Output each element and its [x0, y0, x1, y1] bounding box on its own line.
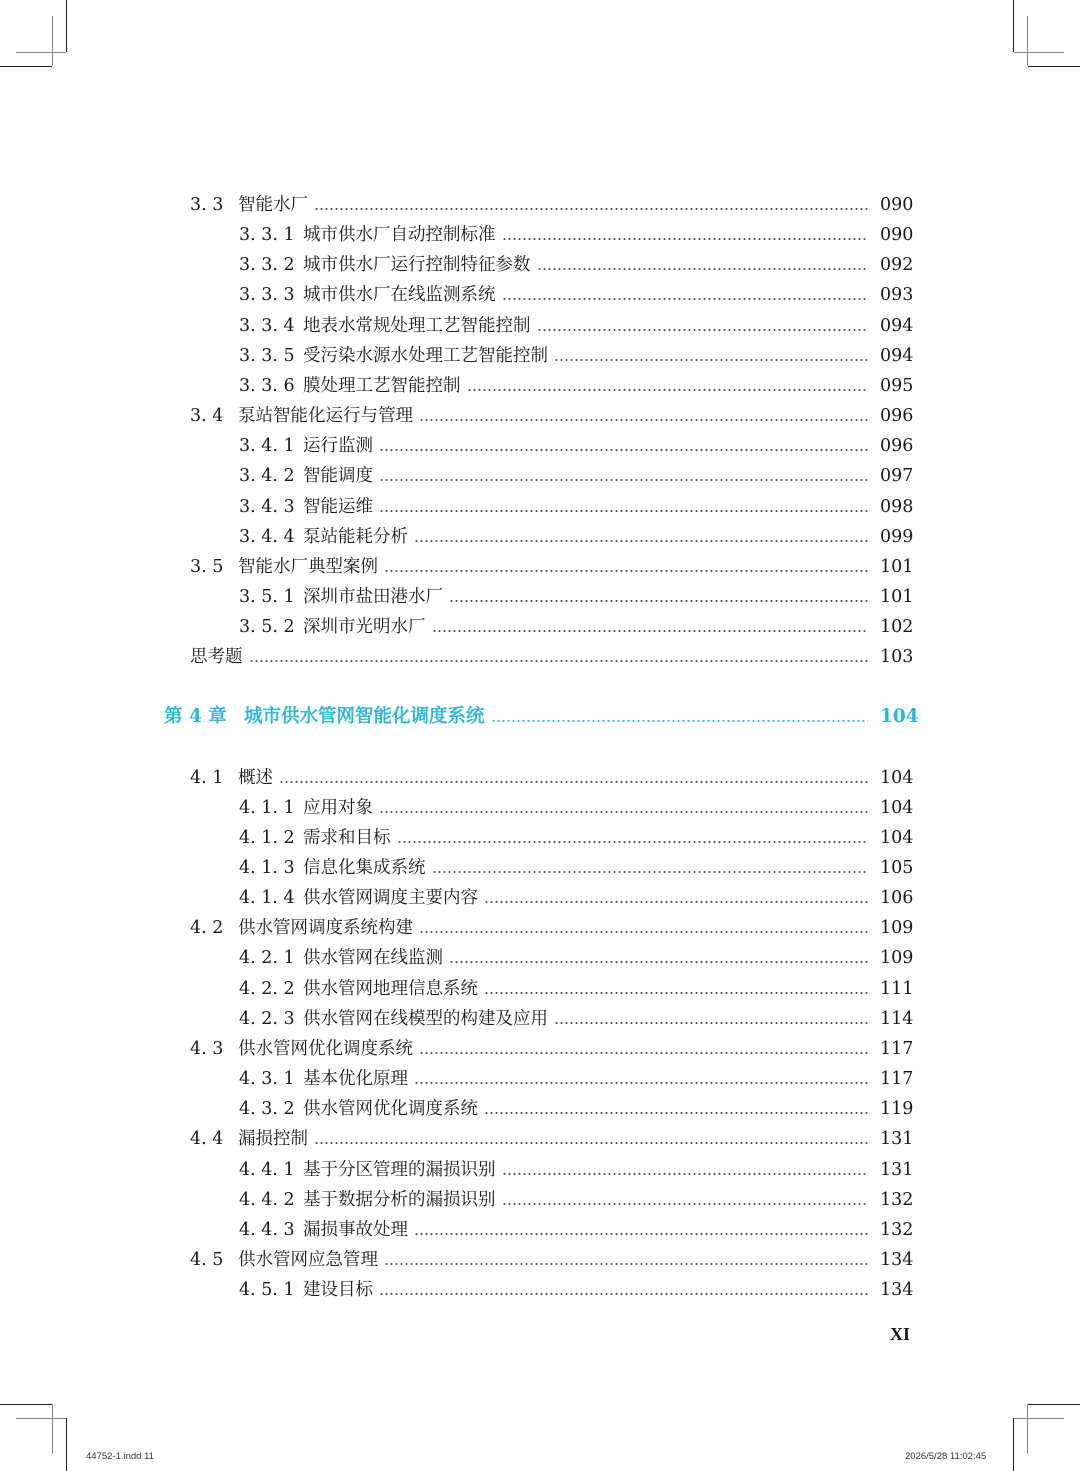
- dot-leader: [484, 1094, 868, 1124]
- toc-entry-page: 117: [880, 1069, 914, 1090]
- dot-leader: [432, 853, 869, 883]
- toc-entry-title: 供水管网调度系统构建: [238, 918, 413, 939]
- dot-leader: [379, 461, 868, 491]
- dot-leader: [502, 280, 869, 310]
- toc-entry[interactable]: [190, 1245, 914, 1275]
- toc-entry-page: 094: [880, 315, 914, 336]
- toc-entry[interactable]: [239, 431, 914, 461]
- dot-leader: [397, 823, 869, 853]
- dot-leader: [484, 883, 868, 913]
- crop-mark-bottom-right-h: [1028, 1404, 1080, 1405]
- toc-entry-page: 104: [880, 767, 914, 788]
- toc-entry-page: 104: [880, 827, 914, 848]
- toc-entry-title: 智能水厂典型案例: [238, 556, 378, 577]
- crop-mark-bottom-left-v2: [52, 1404, 53, 1454]
- crop-mark-top-right-v: [1013, 0, 1014, 52]
- toc-entry-number: 3. 5. 2: [239, 617, 295, 638]
- toc-entry-number: 3. 4. 1: [239, 436, 295, 457]
- dot-leader: [414, 1064, 868, 1094]
- toc-entry-title: 基于分区管理的漏损识别: [303, 1159, 496, 1180]
- crop-mark-bottom-left-v: [66, 1418, 67, 1471]
- toc-entry[interactable]: [239, 311, 914, 341]
- toc-entry-page: 131: [880, 1159, 914, 1180]
- toc-entry-title: 供水管网在线模型的构建及应用: [303, 1008, 548, 1029]
- crop-mark-top-left-h: [0, 66, 52, 67]
- toc-entry-page: 093: [880, 285, 914, 306]
- toc-entry[interactable]: [239, 371, 914, 401]
- toc-entry[interactable]: [239, 793, 914, 823]
- dot-leader: [279, 763, 868, 793]
- toc-entry[interactable]: [190, 642, 914, 672]
- crop-mark-top-right-h: [1028, 66, 1080, 67]
- toc-entry-number: 4. 4. 2: [239, 1189, 295, 1210]
- toc-entry[interactable]: [239, 522, 914, 552]
- toc-entry-page: 119: [880, 1099, 914, 1120]
- toc-entry-title: 概述: [238, 767, 273, 788]
- toc-entry-title: 运行监测: [303, 436, 373, 457]
- toc-entry-page: 106: [880, 888, 914, 909]
- toc-entry-number: 3. 3: [190, 195, 224, 215]
- dot-leader: [502, 1185, 869, 1215]
- toc-entry-number: 3. 3. 2: [239, 255, 295, 276]
- crop-mark-top-right-h2: [1014, 52, 1064, 53]
- toc-entry-number: 3. 4. 4: [239, 526, 295, 547]
- toc-entry-number: 4. 1. 3: [239, 858, 295, 878]
- crop-mark-bottom-left-h: [0, 1404, 52, 1405]
- toc-entry-title: 建设目标: [303, 1280, 373, 1301]
- toc-entry-number: 4. 4. 1: [239, 1159, 295, 1180]
- toc-entry-title: 思考题: [190, 647, 243, 668]
- toc-entry-title: 供水管网优化调度系统: [303, 1099, 478, 1120]
- toc-entry-number: 4. 1. 4: [239, 888, 295, 909]
- toc-entry-number: 4. 5: [190, 1249, 224, 1270]
- toc-entry-page: 101: [880, 556, 914, 577]
- dot-leader: [432, 612, 869, 642]
- toc-entry[interactable]: [239, 1004, 914, 1034]
- toc-entry-number: 4. 2. 3: [239, 1008, 295, 1029]
- toc-entry-page: 097: [880, 466, 914, 487]
- toc-entry-title: 智能运维: [303, 496, 373, 517]
- toc-entry-number: 4. 3. 2: [239, 1099, 295, 1120]
- toc-entry-number: 4. 5. 1: [239, 1280, 295, 1301]
- toc-entry-number: 3. 4. 2: [239, 466, 295, 487]
- slug-timestamp: 2026/5/28 11:02:45: [905, 1451, 987, 1462]
- toc-entry[interactable]: [190, 401, 914, 431]
- dot-leader: [414, 1215, 868, 1245]
- toc-entry-title: 泵站智能化运行与管理: [238, 406, 413, 427]
- page-folio: XI: [889, 1324, 910, 1344]
- toc-entry[interactable]: [190, 1034, 914, 1064]
- toc-entry[interactable]: [239, 582, 914, 612]
- toc-entry[interactable]: [239, 883, 914, 913]
- toc-entry-title: 需求和目标: [303, 827, 391, 848]
- toc-entry-page: 096: [880, 406, 914, 427]
- toc-entry[interactable]: [190, 763, 914, 793]
- dot-leader: [554, 341, 868, 371]
- toc-entry-number: 3. 3. 6: [239, 375, 295, 396]
- crop-mark-top-right-v2: [1027, 16, 1028, 66]
- dot-leader: [502, 220, 869, 250]
- dot-leader: [384, 552, 868, 582]
- dot-leader: [502, 1155, 869, 1185]
- dot-leader: [314, 190, 868, 220]
- toc-entry-number: 3. 5. 1: [239, 586, 295, 607]
- toc-entry-page: 102: [880, 617, 914, 638]
- toc-entry[interactable]: [239, 250, 914, 280]
- toc-entry-number: 3. 4. 3: [239, 496, 295, 517]
- toc-entry-page: 109: [880, 918, 914, 939]
- toc-entry-page: 099: [880, 526, 914, 547]
- toc-entry-title: 城市供水厂自动控制标准: [303, 225, 496, 246]
- toc-entry-page: 090: [880, 225, 914, 246]
- dot-leader: [314, 1124, 868, 1154]
- toc-entry-number: 4. 2. 1: [239, 948, 295, 969]
- toc-entry-title: 智能调度: [303, 466, 373, 487]
- toc-entry-page: 111: [880, 978, 914, 999]
- toc-entry-number: 4. 1. 2: [239, 827, 295, 848]
- dot-leader: [484, 974, 868, 1004]
- crop-mark-bottom-right-v: [1013, 1418, 1014, 1471]
- toc-entry-title: 膜处理工艺智能控制: [303, 375, 461, 396]
- toc-entry[interactable]: [239, 1215, 914, 1245]
- dot-leader: [467, 371, 869, 401]
- toc-entry[interactable]: [239, 461, 914, 491]
- toc-entry-page: 101: [880, 586, 914, 607]
- toc-entry-page: 131: [880, 1129, 914, 1150]
- toc-entry-title: 供水管网地理信息系统: [303, 978, 478, 999]
- toc-entry-title: 基于数据分析的漏损识别: [303, 1189, 496, 1210]
- toc-entry-page: 134: [880, 1280, 914, 1301]
- dot-leader: [537, 250, 869, 280]
- toc-entry[interactable]: [239, 1064, 914, 1094]
- toc-entry-title: 地表水常规处理工艺智能控制: [303, 315, 531, 336]
- crop-mark-top-left-v2: [52, 16, 53, 66]
- toc-entry[interactable]: [239, 1155, 914, 1185]
- toc-entry-title: 供水管网在线监测: [303, 948, 443, 969]
- dot-leader: [379, 492, 868, 522]
- toc-entry[interactable]: [239, 943, 914, 973]
- toc-entry-title: 城市供水管网智能化调度系统: [244, 706, 485, 728]
- dot-leader: [419, 1034, 868, 1064]
- toc-entry-number: 3. 3. 5: [239, 345, 295, 366]
- toc-entry-number: 4. 2: [190, 918, 224, 939]
- toc-entry-page: 098: [880, 496, 914, 517]
- toc-entry-title: 城市供水厂在线监测系统: [303, 285, 496, 306]
- toc-entry[interactable]: [239, 823, 914, 853]
- toc-entry-title: 深圳市光明水厂: [303, 617, 426, 638]
- dot-leader: [379, 1275, 868, 1305]
- toc-entry-page: 132: [880, 1189, 914, 1210]
- dot-leader: [419, 913, 868, 943]
- toc-entry-number: 4. 1. 1: [239, 797, 295, 818]
- toc-entry[interactable]: [239, 1185, 914, 1215]
- dot-leader: [379, 431, 868, 461]
- toc-entry-number: 3. 3. 3: [239, 285, 295, 306]
- toc-entry-page: 090: [880, 195, 914, 215]
- toc-entry-page: 134: [880, 1249, 914, 1270]
- dot-leader: [449, 582, 868, 612]
- toc-chapter-entry[interactable]: [164, 702, 919, 732]
- toc-entry[interactable]: [239, 612, 914, 642]
- toc-entry-page: 117: [880, 1038, 914, 1059]
- toc-entry-number: 4. 1: [190, 767, 224, 788]
- slug-file: 44752-1.indd 11: [86, 1451, 154, 1462]
- toc-entry[interactable]: [239, 492, 914, 522]
- toc-entry-title: 受污染水源水处理工艺智能控制: [303, 345, 548, 366]
- toc-entry[interactable]: [239, 1094, 914, 1124]
- dot-leader: [379, 793, 868, 823]
- toc-entry[interactable]: [239, 1275, 914, 1305]
- crop-mark-bottom-right-v2: [1027, 1404, 1028, 1454]
- toc-entry-number: 4. 4. 3: [239, 1219, 295, 1240]
- toc-entry[interactable]: [190, 552, 914, 582]
- toc-entry-title: 供水管网优化调度系统: [238, 1038, 413, 1059]
- toc-entry-title: 深圳市盐田港水厂: [303, 586, 443, 607]
- toc-entry-title: 供水管网应急管理: [238, 1249, 378, 1270]
- toc-entry-page: 132: [880, 1219, 914, 1240]
- toc-entry-title: 漏损控制: [238, 1129, 308, 1150]
- toc-entry-page: 092: [880, 255, 914, 276]
- toc-entry[interactable]: [190, 913, 914, 943]
- toc-entry-page: 104: [880, 706, 919, 728]
- dot-leader: [249, 642, 869, 672]
- crop-mark-top-left-h2: [16, 52, 66, 53]
- toc-entry-page: 109: [880, 948, 914, 969]
- toc-entry[interactable]: [190, 190, 914, 220]
- toc-entry-page: 114: [880, 1008, 914, 1029]
- toc-entry-page: 103: [880, 647, 914, 668]
- toc-entry[interactable]: [239, 974, 914, 1004]
- dot-leader: [414, 522, 868, 552]
- toc-entry-title: 城市供水厂运行控制特征参数: [303, 255, 531, 276]
- toc-entry-number: 4. 2. 2: [239, 978, 295, 999]
- dot-leader: [419, 401, 868, 431]
- toc-entry-number: 3. 5: [190, 556, 224, 577]
- dot-leader: [554, 1004, 868, 1034]
- toc-entry[interactable]: [239, 341, 914, 371]
- dot-leader: [449, 943, 868, 973]
- toc-entry-page: 095: [880, 375, 914, 396]
- dot-leader: [537, 311, 869, 341]
- toc-entry[interactable]: [239, 220, 914, 250]
- crop-mark-bottom-right-h2: [1014, 1418, 1064, 1419]
- toc-entry-title: 泵站能耗分析: [303, 526, 408, 547]
- toc-entry-title: 漏损事故处理: [303, 1219, 408, 1240]
- toc-entry-title: 智能水厂: [238, 195, 308, 215]
- dot-leader: [491, 702, 868, 732]
- crop-mark-bottom-left-h2: [16, 1418, 66, 1419]
- toc-entry-title: 应用对象: [303, 797, 373, 818]
- toc-entry-page: 104: [880, 797, 914, 818]
- toc-entry-title: 信息化集成系统: [303, 858, 426, 878]
- toc-entry-number: 3. 3. 1: [239, 225, 295, 246]
- toc-entry-number: 3. 3. 4: [239, 315, 295, 336]
- toc-entry-number: 3. 4: [190, 406, 224, 427]
- toc-entry-page: 105: [880, 858, 914, 878]
- toc-entry[interactable]: [239, 280, 914, 310]
- toc-entry-number: 4. 3: [190, 1038, 224, 1059]
- toc-entry-title: 基本优化原理: [303, 1069, 408, 1090]
- toc-entry-number: 4. 3. 1: [239, 1069, 295, 1090]
- dot-leader: [384, 1245, 868, 1275]
- toc-entry-page: 096: [880, 436, 914, 457]
- toc-entry-number: 4. 4: [190, 1129, 224, 1150]
- crop-mark-top-left-v: [66, 0, 67, 52]
- toc-entry-title: 供水管网调度主要内容: [303, 888, 478, 909]
- toc-entry-number: 第 4 章: [164, 706, 227, 728]
- toc-entry[interactable]: [190, 1124, 914, 1154]
- toc-entry[interactable]: [239, 853, 914, 883]
- toc-entry-page: 094: [880, 345, 914, 366]
